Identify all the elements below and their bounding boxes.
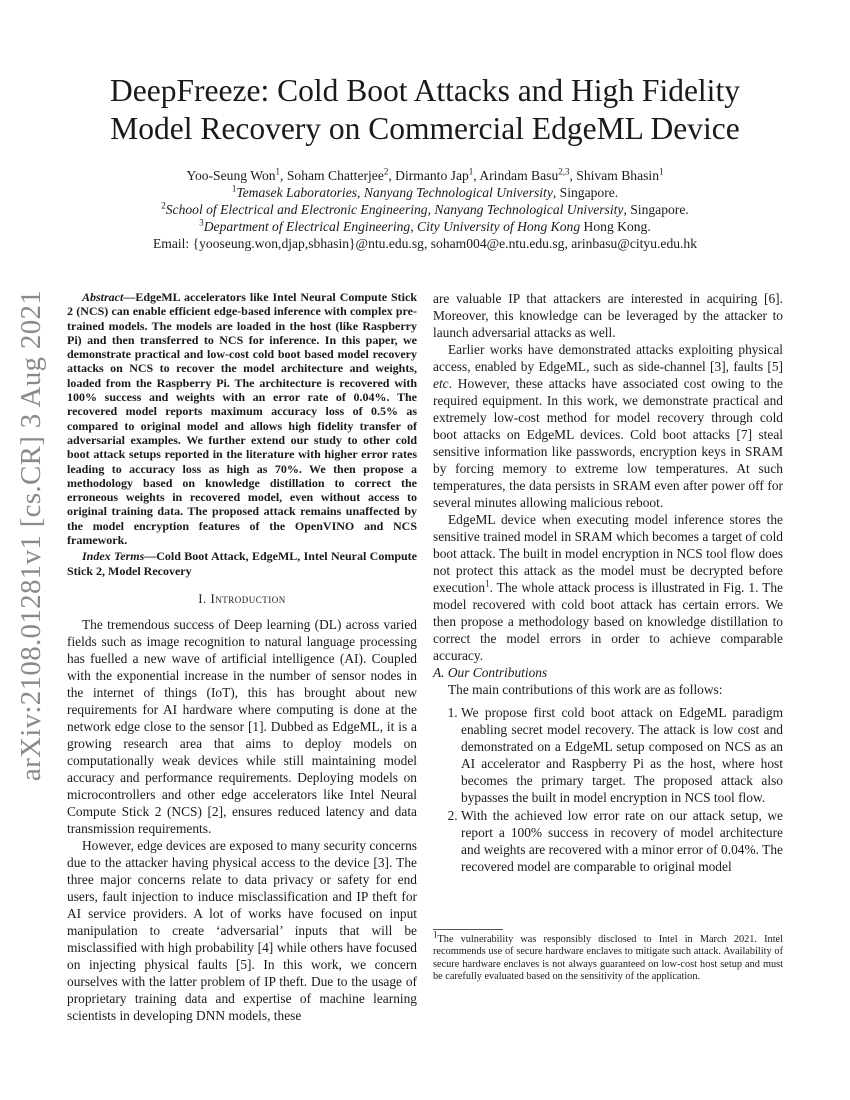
arxiv-identifier: arXiv:2108.01281v1 [cs.CR] 3 Aug 2021: [15, 289, 48, 781]
paragraph-text: . The whole attack process is illustrated in Fig. 1. The model recovered with cold boot attack has certain errors. We then propose a methodology based on knowledge distillation to correct the model errors in order to achieve comparable accuracy.: [433, 580, 783, 663]
author-sup: 1: [659, 166, 664, 177]
author-sup: 2: [383, 166, 389, 177]
abstract: [67, 290, 417, 547]
author-name: Yoo-Seung Won: [186, 168, 276, 183]
affiliation-sup: 3: [199, 217, 204, 228]
contributions-list: [433, 704, 783, 875]
arxiv-sidebar: [12, 290, 52, 780]
author-name: Arindam Basu: [479, 168, 559, 183]
affiliation-location: Hong Kong.: [580, 219, 651, 234]
author-sup: 2,3: [558, 166, 570, 177]
section-heading-introduction: I. Introduction: [198, 591, 286, 606]
affiliation-location: , Singapore.: [623, 202, 689, 217]
affiliation-name: Temasek Laboratories, Nanyang Technological University: [236, 185, 553, 200]
intro-paragraph-2-continued: are valuable IP that attackers are interested in acquiring [6]. Moreover, this knowledge can be leveraged by the attacker to launch adversarial attacks as well.: [433, 291, 783, 340]
footnote: [433, 929, 783, 984]
index-terms: [67, 549, 417, 578]
author-list: Yoo-Seung Won$^1$, Soham Chatterjee$^2$, Dirmanto Jap$^1$, Arindam Basu$^{2,3}$, Shivam Bhasin$^1$: [186, 166, 664, 183]
footnote-divider: [433, 929, 503, 930]
author-block: [60, 167, 790, 252]
right-column: [433, 290, 783, 876]
paper-title: [60, 72, 790, 148]
author-sup: 1: [275, 166, 281, 177]
paragraph-text: . However, these attacks have associated cost owing to the required equipment. In this work, we demonstrate practical and extremely low-cost method for model recovery through cold boot attacks on EdgeML devices. Cold boot attacks [7] steal sensitive information like passwords, encryption keys in SRAM by forcing memory to extreme low temperatures. At such temperatures, the data persists in SRAM even after power off for several minutes allowing malicious reboot.: [433, 376, 783, 510]
index-terms-text: —Cold Boot Attack, EdgeML, Intel Neural Compute Stick 2, Model Recovery: [67, 549, 417, 578]
author-name: Dirmanto Jap: [395, 168, 469, 183]
paragraph-text: EdgeML device when executing model inference stores the sensitive trained model in SRAM which becomes a target of cold boot attack. The built in model encryption in NCS tool flow does not protect this attack as the model must be decrypted before execution: [433, 512, 783, 595]
author-name: Soham Chatterjee: [286, 168, 384, 183]
contributions-intro: The main contributions of this work are as follows:: [448, 682, 723, 697]
footnote-number: 1: [433, 929, 438, 940]
abstract-text: —EdgeML accelerators like Intel Neural Compute Stick 2 (NCS) can enable efficient edge-based inference with complex pre-trained models. The models are loaded in the host (like Raspberry Pi) and then transferred to NCS for inference. In this paper, we demonstrate practical and low-cost cold boot based model recovery attacks on NCS to recover the model architecture and weights, loaded from the Raspberry Pi. The architecture is recovered with 100% success and weights with an error rate of 0.04%. The recovered model reports maximum accuracy loss of 0.5% as compared to original model and allows high fidelity transfer of adversarial examples. We further extend our study to other cold boot attack setups reported in the literature with higher error rates leading to accuracy loss as high as 70%. We then propose a methodology based on knowledge distillation to correct the erroneous weights in recovered model, even without access to original training data. The proposed attack remains unaffected by the model encryption features of the OpenVINO and NCS framework.: [67, 290, 417, 548]
affiliation-name: School of Electrical and Electronic Engineering, Nanyang Technological University: [165, 202, 624, 217]
title-line-1: DeepFreeze: Cold Boot Attacks and High Fidelity: [110, 73, 740, 108]
abstract-label: Abstract: [82, 290, 124, 304]
paragraph-emphasis: etc: [433, 376, 449, 391]
contribution-item-1: 1. We propose first cold boot attack on EdgeML paradigm enabling secret model recovery. The attack is low cost and demonstrated on a EdgeML setup composed on NCS as an AI accelerator and Raspberry Pi as the host, where host becomes the primary target. The proposed attack also bypasses the built in model encryption in NCS tool flow.: [461, 704, 783, 806]
affiliation-sup: 2: [161, 200, 166, 211]
email-line: Email: {yooseung.won,djap,sbhasin}@ntu.edu.sg, soham004@e.ntu.edu.sg, arinbasu@cityu.edu.hk: [152, 236, 698, 251]
intro-paragraph-4: [433, 511, 783, 664]
affiliation-location: , Singapore.: [552, 185, 619, 200]
affiliation-1: [60, 184, 790, 201]
affiliation-sup: 1: [231, 183, 237, 194]
affiliation-3: [60, 218, 790, 235]
affiliation-name: Department of Electrical Engineering, City University of Hong Kong: [203, 219, 581, 234]
footnote-text: The vulnerability was responsibly disclosed to Intel in March 2021. Intel recommends use of secure hardware enclaves to mitigate such attack. Availability of secure hardware enclaves is not always guaranteed on low-cost host setup and must be carefully evaluated based on the sensitivity of the application.: [433, 934, 783, 983]
intro-paragraph-3: [433, 341, 783, 511]
index-terms-label: Index Terms: [82, 549, 145, 564]
footnote-marker: 1: [485, 578, 490, 589]
intro-paragraph-1: The tremendous success of Deep learning (DL) across varied fields such as image recognition to natural language processing has fuelled a new wave of artificial intelligence (AI). Coupled with the exponential increase in the number of sensor nodes in the internet of things (IoT), this has brought about new requirements for AI hardware where computing is done at the network edge close to the sensor [1]. Dubbed as EdgeML, it is a growing research area that aims to deploy models on computationally weak devices while still maintaining model accuracy and performance requirements. Deploying models on microcontrollers and other edge accelerators like Intel Neural Compute Stick 2 (NCS) [2], ensures reduced latency and data transmission requirements.: [67, 616, 417, 836]
contribution-item-2: 2. With the achieved low error rate on our attack setup, we report a 100% success in recovery of model architecture and weights are recovered with a minor error of 0.04%. The recovered model are comparable to original model: [461, 807, 783, 875]
paragraph-text: Earlier works have demonstrated attacks exploiting physical access, enabled by EdgeML, such as side-channel [3], faults [5]: [433, 342, 783, 374]
author-sup: 1: [468, 166, 474, 177]
left-column: [67, 290, 417, 1024]
intro-paragraph-2: However, edge devices are exposed to many security concerns due to the attacker having physical access to the device [3]. The three major concerns relate to data privacy or safety for end users, fault injection to induce misclassification and IP theft for AI service providers. A lot of works have focused on input manipulation to create ‘adversarial’ inputs that will be misclassified with high probability [4] while others have focused on injecting physical faults [5]. In this work, we concern ourselves with the latter problem of IP theft. Due to the usage of proprietary training data and expertise of machine learning scientists in developing DNN models, these: [67, 837, 417, 1023]
title-line-2: Model Recovery on Commercial EdgeML Device: [110, 111, 740, 146]
affiliation-2: [60, 201, 790, 218]
author-name: Shivam Bhasin: [576, 168, 659, 183]
subsection-heading-contributions: A. Our Contributions: [433, 665, 548, 680]
